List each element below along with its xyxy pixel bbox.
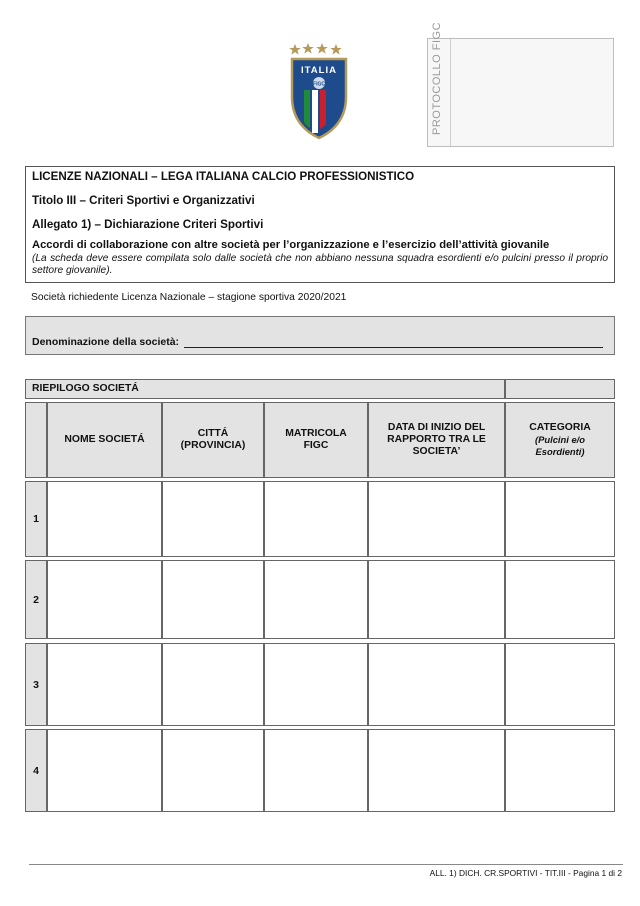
document-header xyxy=(25,166,615,283)
column-header xyxy=(368,402,505,478)
table-title: RIEPILOGO SOCIETÁ xyxy=(32,383,139,394)
table-cell[interactable] xyxy=(162,481,264,557)
column-header xyxy=(162,402,264,478)
star-icon xyxy=(330,44,342,55)
header-subject: Accordi di collaborazione con altre società per l’organizzazione e l’esercizio dell’attività giovanile xyxy=(32,239,550,251)
denomination-field[interactable] xyxy=(184,347,603,348)
row-number: 4 xyxy=(25,729,47,812)
table-cell[interactable] xyxy=(368,481,505,557)
table-cell[interactable] xyxy=(162,643,264,726)
header-title: LICENZE NAZIONALI – LEGA ITALIANA CALCIO PROFESSIONISTICO xyxy=(32,170,415,183)
star-icon xyxy=(316,43,328,54)
row-number: 2 xyxy=(25,560,47,639)
table-cell[interactable] xyxy=(162,729,264,812)
column-header-label: DATA DI INIZIO DEL RAPPORTO TRA LE SOCIETA’ xyxy=(387,422,486,457)
denomination-box xyxy=(25,316,615,355)
table-cell[interactable] xyxy=(47,643,162,726)
header-number-cell xyxy=(25,402,47,478)
table-cell[interactable] xyxy=(264,481,368,557)
column-header xyxy=(505,402,615,478)
footer-divider xyxy=(29,864,623,865)
column-header xyxy=(264,402,368,478)
table-cell[interactable] xyxy=(47,729,162,812)
header-note: (La scheda deve essere compilata solo dalle società che non abbiano nessuna squadra esordienti e/o pulcini presso il proprio settore giovanile). xyxy=(32,253,608,276)
header-title-iii: Titolo III – Criteri Sportivi e Organizzativi xyxy=(32,194,255,207)
table-cell[interactable] xyxy=(505,560,615,639)
table-cell[interactable] xyxy=(47,481,162,557)
table-cell[interactable] xyxy=(264,643,368,726)
svg-text:FIGC: FIGC xyxy=(313,81,325,88)
table-cell[interactable] xyxy=(264,560,368,639)
header-attachment: Allegato 1) – Dichiarazione Criteri Sportivi xyxy=(32,218,264,231)
column-header-label: CITTÁ (PROVINCIA) xyxy=(180,428,246,451)
table-cell[interactable] xyxy=(368,643,505,726)
table-cell[interactable] xyxy=(505,481,615,557)
table-title-cell xyxy=(25,379,505,399)
svg-text:ITALIA: ITALIA xyxy=(301,65,337,76)
table-cell[interactable] xyxy=(47,560,162,639)
row-number: 1 xyxy=(25,481,47,557)
star-icon xyxy=(302,43,314,54)
column-header xyxy=(47,402,162,478)
table-cell[interactable] xyxy=(368,560,505,639)
denomination-label: Denominazione della società: xyxy=(32,336,180,348)
table-cell[interactable] xyxy=(505,729,615,812)
season-text: Società richiedente Licenza Nazionale – stagione sportiva 2020/2021 xyxy=(31,292,347,303)
figc-italia-logo xyxy=(288,42,350,140)
protocol-box xyxy=(427,21,614,147)
star-icon xyxy=(289,44,301,55)
page-footer: ALL. 1) DICH. CR.SPORTIVI - TIT.III - Pagina 1 di 2 xyxy=(429,868,622,878)
column-header-label: CATEGORIA xyxy=(529,422,591,433)
table-cell[interactable] xyxy=(368,729,505,812)
column-header-label: NOME SOCIETÁ xyxy=(64,434,145,445)
column-header-label: MATRICOLA FIGC xyxy=(285,428,347,451)
table-cell[interactable] xyxy=(162,560,264,639)
row-number: 3 xyxy=(25,643,47,726)
protocol-label: PROTOCOLLO FIGC xyxy=(431,21,443,135)
column-header-sub: (Pulcini e/o Esordienti) xyxy=(534,434,585,457)
table-cell[interactable] xyxy=(264,729,368,812)
table-title-spacer xyxy=(505,379,615,399)
table-cell[interactable] xyxy=(505,643,615,726)
